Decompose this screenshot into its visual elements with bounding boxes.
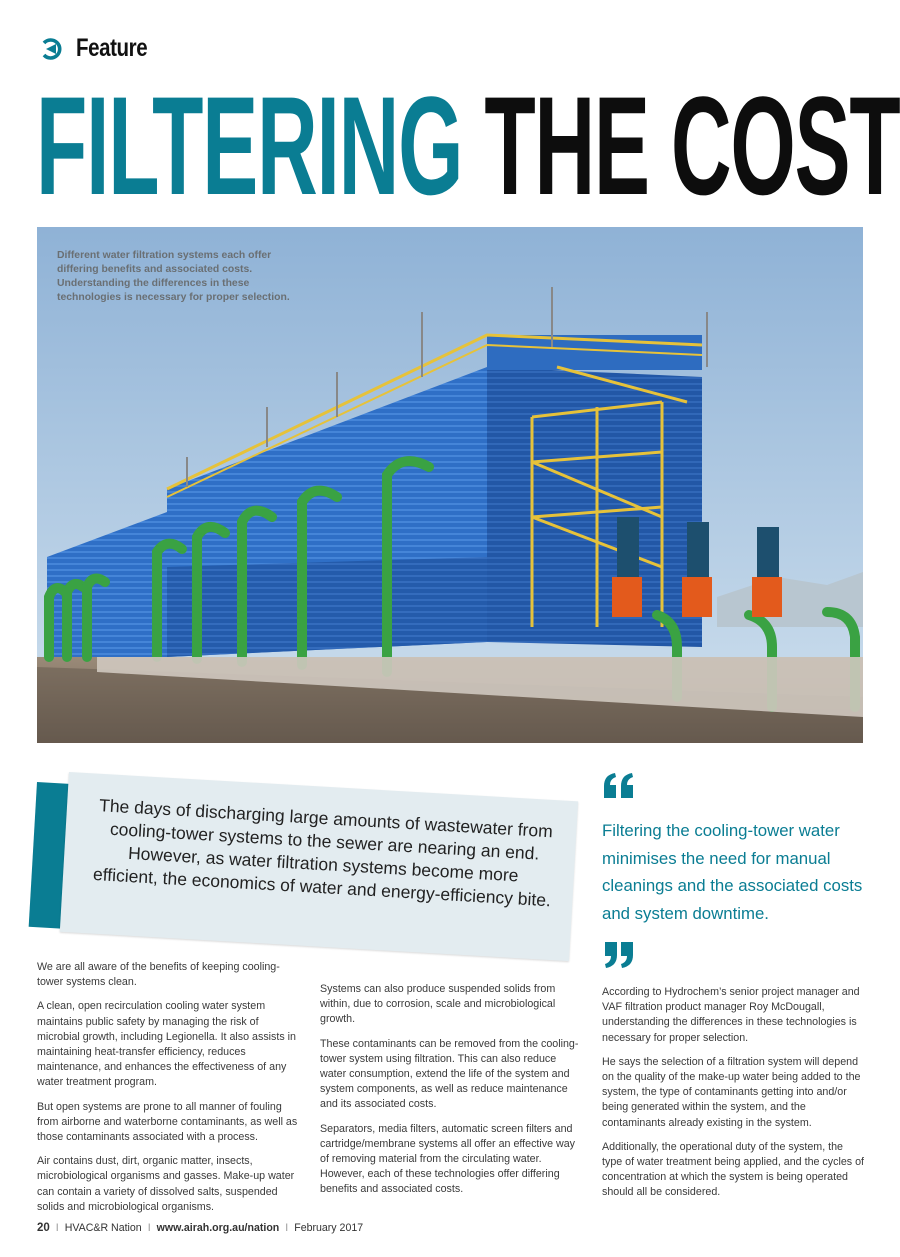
section-label-text: Feature xyxy=(76,34,148,62)
pull-quote xyxy=(37,772,597,962)
footer-separator: I xyxy=(55,1222,59,1234)
paragraph: Air contains dust, dirt, organic matter, insects, microbiological organisms and gasses. Make-up water can contain a variety of dissolved salts, suspended solids and microbiological organisms. xyxy=(37,1155,295,1213)
section-label xyxy=(38,34,163,63)
paragraph: We are all aware of the benefits of keeping cooling-tower systems clean. xyxy=(37,961,280,989)
paragraph: Systems can also produce suspended solids from within, due to corrosion, scale and microbiological growth. xyxy=(320,983,556,1026)
issue-date: February 2017 xyxy=(294,1222,364,1234)
publication-url[interactable]: www.airah.org.au/nation xyxy=(156,1222,280,1234)
body-column-1 xyxy=(37,960,299,1224)
side-quote-text: Filtering the cooling-tower water minimises the need for manual cleanings and the associated costs and system downtime. xyxy=(602,821,863,923)
paragraph: Additionally, the operational duty of the system, the type of water treatment being applied, and the cycles of concentration at which the system is being operated should all be considered. xyxy=(602,1140,865,1199)
publication-name: HVAC&R Nation xyxy=(64,1222,142,1234)
open-quote-icon xyxy=(602,772,636,800)
footer-separator: I xyxy=(285,1222,289,1234)
page-footer xyxy=(37,1222,363,1234)
footer-separator: I xyxy=(147,1222,151,1234)
paragraph: A clean, open recirculation cooling water system maintains public safety by managing the risk of microbial growth, including Legionella. It also assists in maintaining heat-transfer efficiency, reduces maintenance, and enhances the effectiveness of any water treatment program. xyxy=(37,1000,297,1089)
side-quote xyxy=(602,772,864,974)
cooling-tower-photo xyxy=(37,227,863,743)
photo-caption: Different water filtration systems each offer differing benefits and associated costs. Understanding the differences in these technologies is necessary for proper selection. xyxy=(57,250,290,303)
close-quote-icon xyxy=(602,941,636,969)
page-number: 20 xyxy=(37,1222,50,1234)
paragraph: These contaminants can be removed from the cooling-tower system using filtration. This can also reduce water consumption, extend the life of the system and system components, as well as reduce maintenance and its associated costs. xyxy=(320,1037,579,1111)
paragraph: He says the selection of a filtration system will depend on the quality of the make-up water being added to the system, the type of contaminants getting into and/or being generated within the system, and the contaminants already existing in the system. xyxy=(602,1055,861,1129)
paragraph: According to Hydrochem’s senior project manager and VAF filtration product manager Roy McDougall, understanding the differences in these technologies is necessary for proper selection. xyxy=(602,986,860,1044)
title-word-the-cost: THE COST xyxy=(484,67,900,224)
body-column-3 xyxy=(602,985,864,1210)
circular-arrow-icon xyxy=(38,36,64,62)
page-title xyxy=(36,67,900,224)
title-word-filtering: FILTERING xyxy=(36,67,463,224)
body-column-2 xyxy=(320,982,582,1207)
paragraph: Separators, media filters, automatic screen filters and cartridge/membrane systems all offer an effective way of removing material from the circulating water. However, each of these technologies offer differing benefits and associated costs. xyxy=(320,1122,576,1196)
paragraph: But open systems are prone to all manner of fouling from airborne and waterborne contaminants, as well as those contaminants associated with a process. xyxy=(37,1100,298,1144)
pull-quote-text: The days of discharging large amounts of wastewater from cooling-tower systems to the sewer are nearing an end. However, as water filtration systems become more efficient, the economics of water and energy-efficiency bite. xyxy=(92,795,554,911)
